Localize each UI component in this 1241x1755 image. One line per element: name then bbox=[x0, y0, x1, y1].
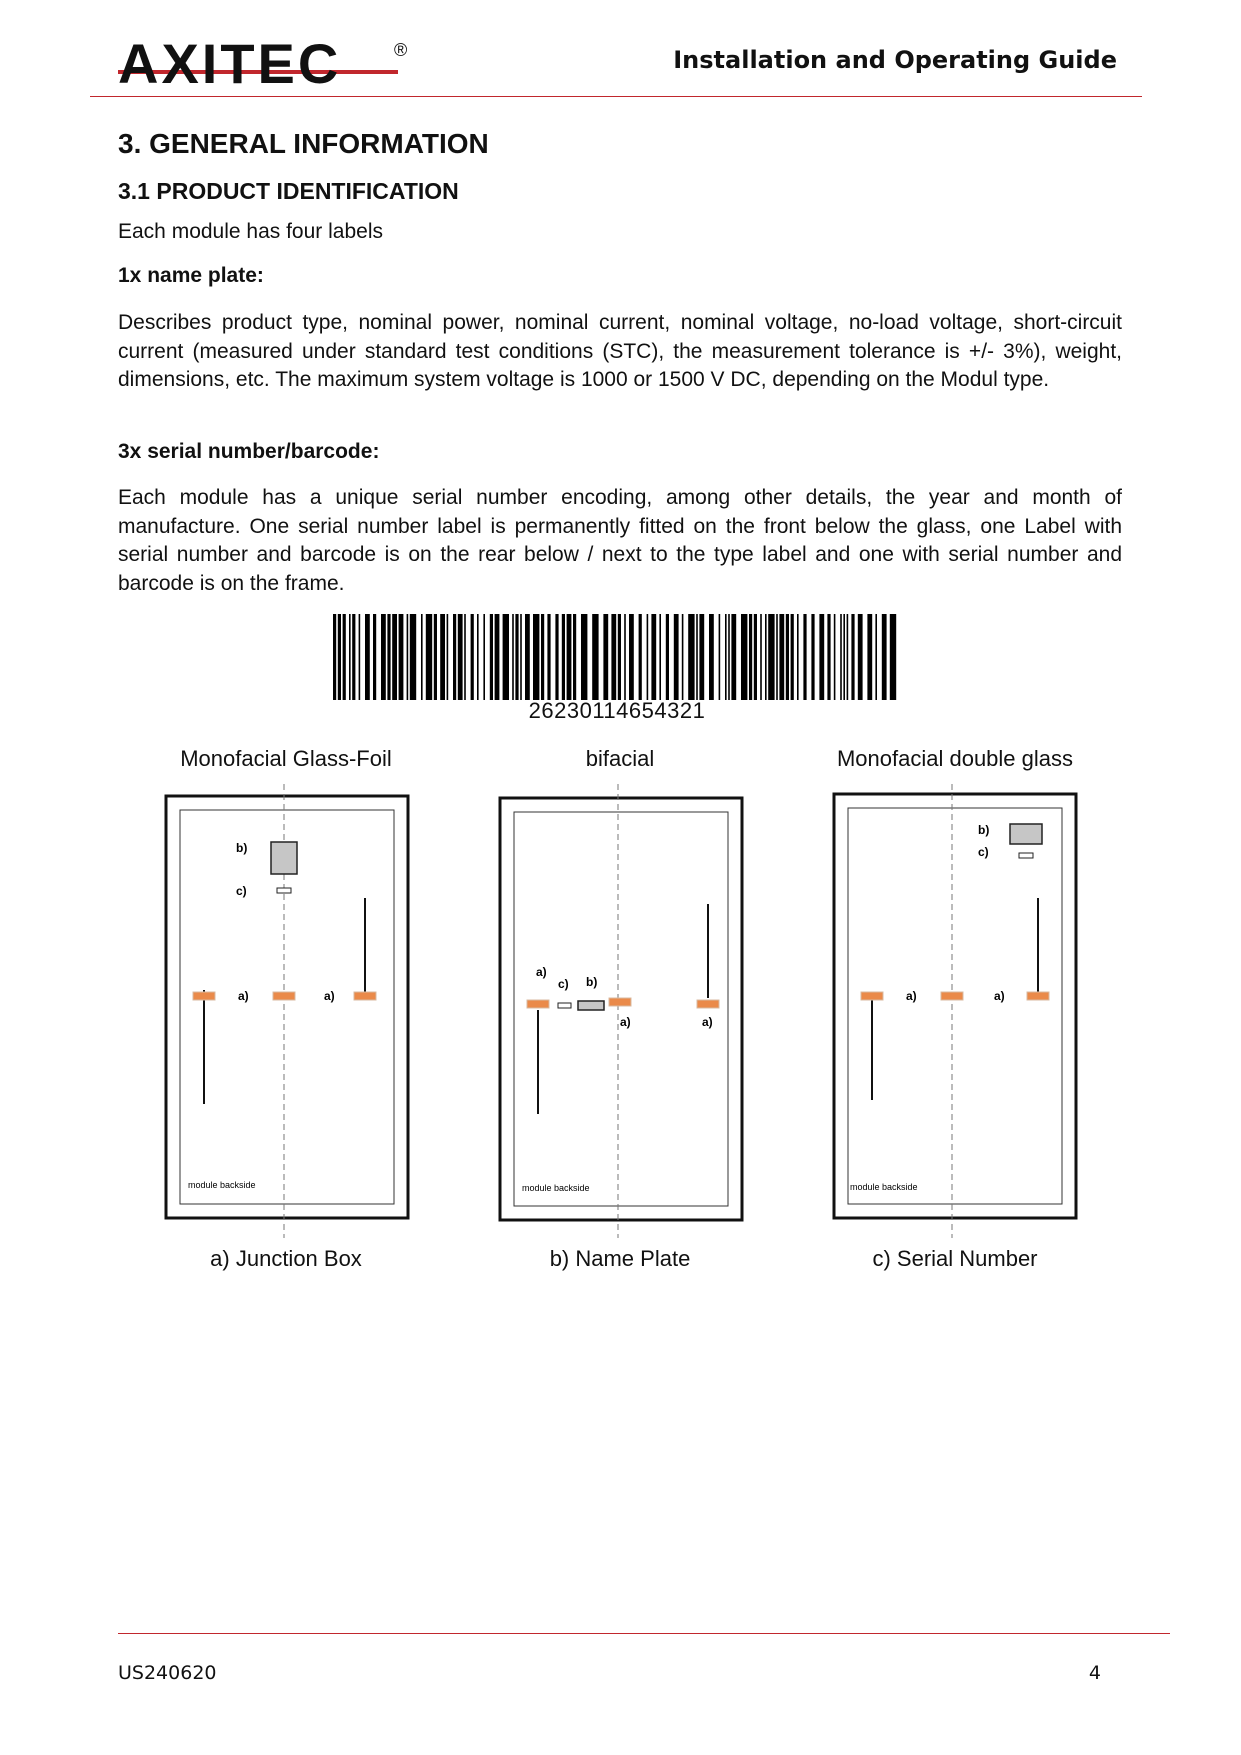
diagram-title-glass-foil: Monofacial Glass-Foil bbox=[180, 746, 392, 771]
barcode-bar bbox=[453, 614, 456, 700]
barcode-bar bbox=[387, 614, 390, 700]
barcode-bar bbox=[421, 614, 423, 700]
diagram-bifacial bbox=[494, 780, 750, 1240]
junction-box-marker bbox=[273, 992, 295, 1000]
barcode-bar bbox=[731, 614, 736, 700]
name-plate-marker bbox=[1010, 824, 1042, 844]
barcode-bar bbox=[725, 614, 727, 700]
name-plate-heading: 1x name plate: bbox=[118, 264, 264, 287]
junction-box-marker bbox=[861, 992, 883, 1000]
junction-box-marker bbox=[193, 992, 215, 1000]
barcode-bar bbox=[547, 614, 550, 700]
name-plate-description: Describes product type, nominal power, nominal current, nominal voltage, no-load voltage, short-circuit current (measured under standard test conditions (STC), the measurement tolerance is +/- 3%), weight, dimensions, etc. The maximum system voltage is 1000 or 1500 V DC, depending on the Modul type. bbox=[118, 311, 1122, 391]
barcode-bar bbox=[647, 614, 649, 700]
barcode-bar bbox=[890, 614, 896, 700]
module-backside-label: module backside bbox=[188, 1180, 256, 1190]
mark-a: a) bbox=[238, 989, 249, 1003]
barcode-bar bbox=[851, 614, 854, 700]
barcode-bar bbox=[779, 614, 784, 700]
barcode-bar bbox=[359, 614, 361, 700]
section-title: 3. GENERAL INFORMATION bbox=[118, 128, 489, 159]
barcode-bar bbox=[373, 614, 376, 700]
barcode-bar bbox=[768, 614, 774, 700]
barcode-bar bbox=[803, 614, 806, 700]
barcode-bar bbox=[592, 614, 598, 700]
barcode-bar bbox=[515, 614, 518, 700]
barcode-bar bbox=[639, 614, 642, 700]
barcode-bar bbox=[603, 614, 608, 700]
barcode-bar bbox=[696, 614, 698, 700]
barcode-bar bbox=[840, 614, 842, 700]
legend-name-plate: b) Name Plate bbox=[549, 1246, 691, 1271]
barcode-bar bbox=[333, 614, 336, 700]
barcode-bar bbox=[674, 614, 679, 700]
barcode-bar bbox=[651, 614, 656, 700]
barcode-bar bbox=[728, 614, 730, 700]
mark-c: c) bbox=[236, 884, 247, 898]
barcode-bar bbox=[503, 614, 509, 700]
barcode-image bbox=[333, 614, 901, 700]
barcode-bar bbox=[483, 614, 485, 700]
barcode-bar bbox=[797, 614, 799, 700]
barcode-bar bbox=[847, 614, 849, 700]
barcode-bar bbox=[776, 614, 778, 700]
barcode-bar bbox=[819, 614, 824, 700]
subsection-title: 3.1 PRODUCT IDENTIFICATION bbox=[118, 178, 459, 204]
barcode-bar bbox=[525, 614, 530, 700]
barcode-bar bbox=[533, 614, 539, 700]
page-number: 4 bbox=[1088, 1662, 1101, 1684]
barcode-bar bbox=[343, 614, 346, 700]
module-backside-label: module backside bbox=[522, 1183, 590, 1193]
barcode-bar bbox=[567, 614, 572, 700]
barcode-bar bbox=[541, 614, 544, 700]
barcode-bar bbox=[440, 614, 445, 700]
mark-b: b) bbox=[236, 841, 248, 855]
junction-box-marker bbox=[1027, 992, 1049, 1000]
barcode-bar bbox=[741, 614, 747, 700]
barcode-bar bbox=[624, 614, 626, 700]
name-plate-marker bbox=[578, 1001, 604, 1010]
name-plate-marker bbox=[271, 842, 297, 874]
junction-box-marker bbox=[941, 992, 963, 1000]
mark-a: a) bbox=[702, 1015, 713, 1029]
barcode-bar bbox=[882, 614, 887, 700]
diagram-glass-foil bbox=[160, 780, 416, 1240]
barcode-bar bbox=[811, 614, 814, 700]
barcode-bar bbox=[719, 614, 721, 700]
barcode-bar bbox=[760, 614, 762, 700]
barcode-bar bbox=[464, 614, 466, 700]
barcode-bar bbox=[562, 614, 565, 700]
barcode-bar bbox=[477, 614, 479, 700]
barcode-bar bbox=[399, 614, 404, 700]
barcode-bar bbox=[338, 614, 341, 700]
barcode-bar bbox=[867, 614, 872, 700]
barcode-bar bbox=[392, 614, 397, 700]
barcode-bar bbox=[666, 614, 669, 700]
barcode-bar bbox=[688, 614, 694, 700]
barcode-bar bbox=[858, 614, 863, 700]
barcode-bar bbox=[520, 614, 522, 700]
logo-registered-mark: ® bbox=[394, 40, 408, 60]
barcode-bar bbox=[765, 614, 767, 700]
barcode-bar bbox=[495, 614, 500, 700]
serial-number-heading: 3x serial number/barcode: bbox=[118, 440, 380, 463]
barcode-bar bbox=[555, 614, 558, 700]
junction-box-marker bbox=[354, 992, 376, 1000]
barcode-bar bbox=[827, 614, 830, 700]
module-backside-label: module backside bbox=[850, 1182, 918, 1192]
mark-b: b) bbox=[978, 823, 990, 837]
barcode-bar bbox=[381, 614, 386, 700]
mark-a: a) bbox=[906, 989, 917, 1003]
barcode-bar bbox=[709, 614, 714, 700]
logo-brand-text: AXITEC bbox=[118, 32, 342, 95]
barcode-bar bbox=[349, 614, 351, 700]
barcode-bar bbox=[490, 614, 493, 700]
axitec-logo bbox=[118, 32, 418, 95]
header-divider bbox=[90, 96, 1142, 97]
mark-a: a) bbox=[620, 1015, 631, 1029]
serial-number-marker bbox=[277, 888, 291, 893]
serial-number-description: Each module has a unique serial number encoding, among other details, the year and month of manufacture. One serial number label is permanently fitted on the front below the glass, one Label with serial number and barcode is on the rear below / next to the type label and one with serial number and barcode is on the frame. bbox=[118, 486, 1122, 595]
barcode-bar bbox=[749, 614, 752, 700]
mark-a: a) bbox=[536, 965, 547, 979]
mark-c: c) bbox=[558, 977, 569, 991]
junction-box-marker bbox=[527, 1000, 549, 1008]
barcode-bar bbox=[791, 614, 794, 700]
barcode-bar bbox=[754, 614, 757, 700]
barcode-bar bbox=[410, 614, 416, 700]
mark-c: c) bbox=[978, 845, 989, 859]
diagram-double-glass bbox=[828, 780, 1084, 1240]
barcode-bar bbox=[843, 614, 845, 700]
mark-a: a) bbox=[994, 989, 1005, 1003]
barcode-bar bbox=[434, 614, 437, 700]
mark-b: b) bbox=[586, 975, 598, 989]
barcode-bar bbox=[365, 614, 370, 700]
serial-number-marker bbox=[1019, 853, 1033, 858]
barcode-bar bbox=[447, 614, 449, 700]
barcode-bar bbox=[407, 614, 409, 700]
barcode-bar bbox=[352, 614, 355, 700]
barcode-bar bbox=[659, 614, 661, 700]
document-title: Installation and Operating Guide bbox=[673, 46, 1117, 74]
serial-number-marker bbox=[558, 1003, 571, 1008]
diagram-title-double-glass: Monofacial double glass bbox=[836, 746, 1074, 771]
junction-box-marker bbox=[697, 1000, 719, 1008]
barcode-bar bbox=[786, 614, 789, 700]
barcode-bar bbox=[573, 614, 576, 700]
barcode-number: 26230114654321 bbox=[528, 698, 706, 723]
barcode-bar bbox=[682, 614, 684, 700]
barcode-bar bbox=[426, 614, 432, 700]
barcode-bar bbox=[875, 614, 877, 700]
barcode-bar bbox=[699, 614, 704, 700]
legend-serial-number: c) Serial Number bbox=[872, 1246, 1038, 1271]
barcode-bar bbox=[471, 614, 474, 700]
barcode-bar bbox=[581, 614, 587, 700]
diagram-title-bifacial: bifacial bbox=[585, 746, 655, 771]
barcode-bar bbox=[458, 614, 463, 700]
legend-junction-box: a) Junction Box bbox=[210, 1246, 362, 1271]
footer-divider bbox=[118, 1633, 1170, 1634]
barcode-bar bbox=[611, 614, 616, 700]
barcode-bar bbox=[629, 614, 634, 700]
footer-document-code: US240620 bbox=[118, 1662, 217, 1684]
barcode-bar bbox=[512, 614, 514, 700]
junction-box-marker bbox=[609, 998, 631, 1006]
intro-text: Each module has four labels bbox=[118, 220, 383, 243]
mark-a: a) bbox=[324, 989, 335, 1003]
barcode-bar bbox=[618, 614, 621, 700]
barcode-bar bbox=[834, 614, 836, 700]
